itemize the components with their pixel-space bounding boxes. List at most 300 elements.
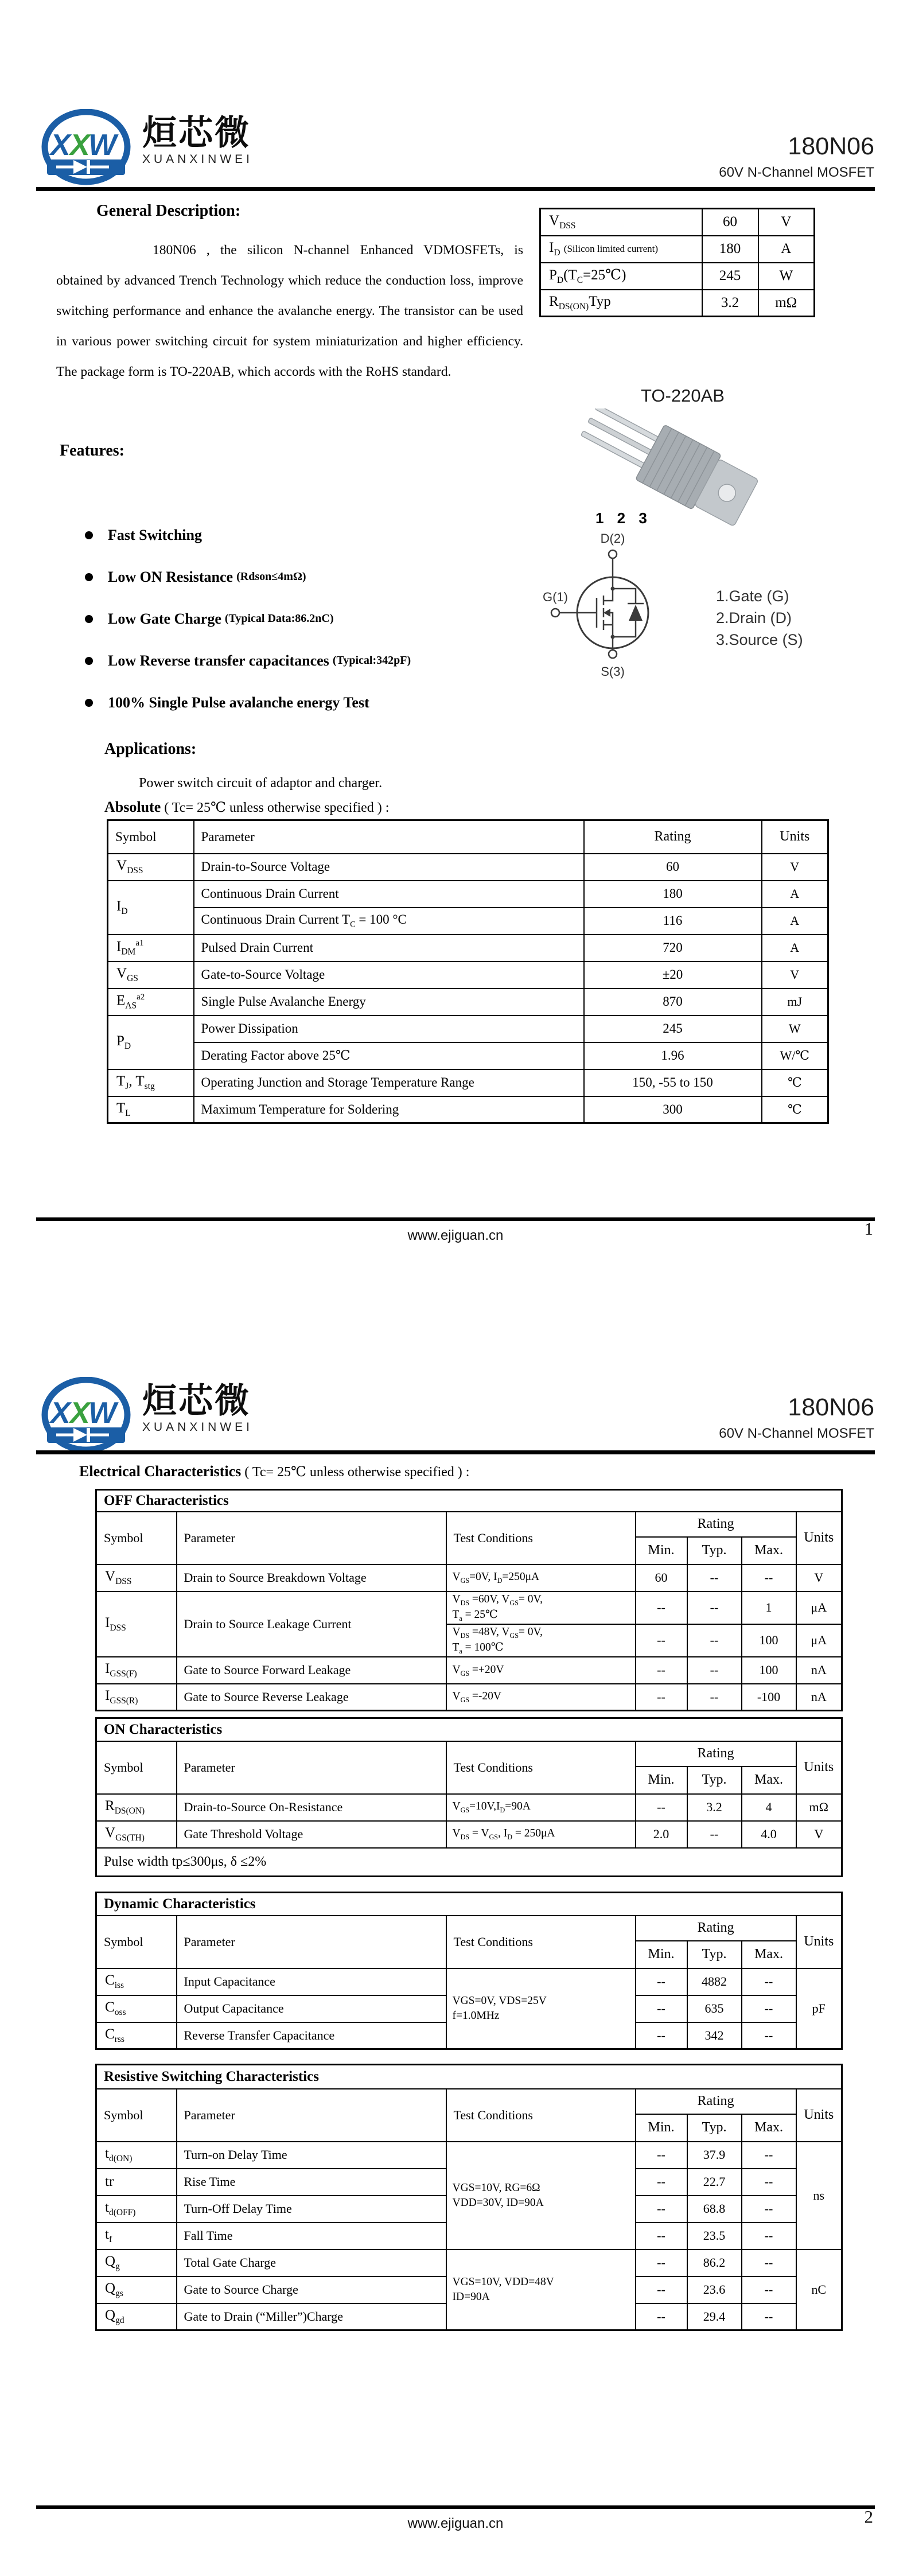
feature-note: (Typical:342pF): [332, 654, 411, 667]
feature-text: Low ON Resistance: [108, 568, 233, 585]
typ-cell: --: [687, 1821, 742, 1848]
table-row: [108, 1042, 828, 1069]
bullet-icon: [85, 531, 93, 539]
cond-line: VGS=10V, RG=6Ω: [452, 2182, 540, 2194]
cond-line: VDD=30V, ID=90A: [452, 2196, 544, 2209]
table-row: [540, 290, 815, 317]
header-parameter: Parameter: [177, 2089, 446, 2142]
typ-cell: 29.4: [687, 2303, 742, 2330]
cond-line: $T_a$ = 100℃: [452, 1641, 504, 1656]
typ-cell: --: [687, 1565, 742, 1591]
param-cell: Maximum Temperature for Soldering: [194, 1096, 584, 1123]
max-cell: 1: [742, 1591, 796, 1624]
header-typ: Typ.: [687, 1537, 742, 1565]
cond-line: f=1.0MHz: [452, 2009, 500, 2022]
rating-cell: 116: [584, 908, 762, 935]
table-section-title-row: [96, 2065, 842, 2089]
unit-cell: V: [758, 209, 815, 236]
typ-cell: 342: [687, 2022, 742, 2049]
table-row: [108, 854, 828, 881]
table-row: [540, 263, 815, 290]
logo-monogram: [49, 129, 119, 162]
unit-cell: W/℃: [762, 1042, 828, 1069]
table-section-title-row: [96, 1490, 842, 1512]
list-item: [85, 598, 411, 640]
min-cell: --: [636, 1684, 687, 1711]
cond-cell: $V_{GS}=10V,I_D=90A$: [446, 1794, 636, 1821]
header-rule: [36, 187, 875, 191]
drain-label: D(2): [600, 532, 625, 546]
sym-cell: $T_J$, $T_{stg}$: [108, 1069, 194, 1096]
applications-title: Applications:: [104, 740, 197, 758]
header-rating: Rating: [636, 2089, 796, 2114]
table-row: [96, 1794, 842, 1821]
param-cell: Drain to Source Breakdown Voltage: [177, 1565, 446, 1591]
max-cell: --: [742, 2169, 796, 2196]
max-cell: 100: [742, 1657, 796, 1684]
min-cell: 2.0: [636, 1821, 687, 1848]
brand-logo-mark: [40, 1377, 135, 1455]
max-cell: --: [742, 1565, 796, 1591]
general-description-title: General Description:: [96, 202, 241, 220]
feature-text: 100% Single Pulse avalanche energy Test: [108, 694, 369, 711]
part-number: 180N06: [788, 133, 874, 160]
mosfet-symbol: [538, 532, 687, 687]
min-cell: --: [636, 2022, 687, 2049]
svg-text:W: W: [88, 129, 117, 162]
sym-cell: $t_f$: [96, 2223, 177, 2250]
header-parameter: Parameter: [177, 1512, 446, 1565]
package-pin-numbers: 1 2 3: [595, 509, 652, 527]
header-test-conditions: Test Conditions: [446, 2089, 636, 2142]
sym-cell: $R_{DS(ON)}$: [96, 1794, 177, 1821]
header-units: Units: [762, 820, 828, 854]
header-min: Min.: [636, 1941, 687, 1968]
sym-cell: [540, 263, 702, 290]
cond-cell: $V_{GS} =+20V$: [446, 1657, 636, 1684]
sym-cell: $I_{GSS(R)}$: [96, 1684, 177, 1711]
table-row: [108, 935, 828, 962]
list-item: [85, 682, 411, 723]
param-cell: Output Capacitance: [177, 1995, 446, 2022]
param-cell: Fall Time: [177, 2223, 446, 2250]
rating-cell: ±20: [584, 962, 762, 989]
sym-cell: $C_{iss}$: [96, 1968, 177, 1995]
gate-label: G(1): [543, 590, 568, 604]
unit-cell: A: [762, 908, 828, 935]
electrical-characteristics-title: [79, 1463, 469, 1480]
min-cell: --: [636, 2169, 687, 2196]
absolute-title-bold: Absolute: [104, 799, 161, 815]
cond-cell: $V_{DS} = V_{GS}$, $I_D = 250\mu A$: [446, 1821, 636, 1848]
min-cell: --: [636, 2250, 687, 2277]
feature-text: Low Reverse transfer capacitances: [108, 652, 329, 669]
param-cell: Derating Factor above 25℃: [194, 1042, 584, 1069]
unit-cell: ℃: [762, 1096, 828, 1123]
table-header-row: [96, 1512, 842, 1537]
brand-name-en: XUANXINWEI: [142, 1421, 254, 1434]
sym-text: $V_{DSS}$: [549, 213, 576, 231]
ec-title-bold: Electrical Characteristics: [79, 1463, 242, 1480]
typ-cell: --: [687, 1684, 742, 1711]
general-description-body: 180N06 , the silicon N-channel Enhanced VDMOSFETs, is obtained by advanced Trench Technology which reduce the conduction loss, improve switching performance and enhance the avalanche energy. The transistor can be used in various power switching circuit for system miniaturization and higher efficiency. The package form is TO-220AB, which accords with the RoHS standard.: [56, 243, 523, 379]
section-title: Dynamic Characteristics: [96, 1893, 842, 1916]
typ-cell: 23.6: [687, 2277, 742, 2303]
sym-cell: $C_{oss}$: [96, 1995, 177, 2022]
header-units: Units: [796, 1741, 842, 1794]
param-cell: Pulsed Drain Current: [194, 935, 584, 962]
sym-cell: $V_{DSS}$: [108, 854, 194, 881]
feature-text: Low Gate Charge: [108, 610, 221, 627]
typ-cell: 4882: [687, 1968, 742, 1995]
value-cell: 245: [702, 263, 758, 290]
header-test-conditions: Test Conditions: [446, 1741, 636, 1794]
list-item: [85, 556, 411, 598]
sym-cell: [540, 209, 702, 236]
unit-cell: mJ: [762, 989, 828, 1015]
typ-cell: 23.5: [687, 2223, 742, 2250]
pin-legend-item: 3.Source (S): [716, 631, 803, 648]
max-cell: --: [742, 2250, 796, 2277]
unit-cell: V: [796, 1821, 842, 1848]
svg-text:X: X: [70, 129, 90, 162]
rating-cell: 870: [584, 989, 762, 1015]
sym-cell: $I_{DSS}$: [96, 1591, 177, 1657]
param-cell: Continuous Drain Current $T_C = 100$ °C: [194, 908, 584, 935]
cond-cell: [446, 1624, 636, 1657]
typ-cell: --: [687, 1657, 742, 1684]
min-cell: --: [636, 1968, 687, 1995]
sym-cell: [540, 236, 702, 263]
table-row: [96, 1657, 842, 1684]
header-rating: Rating: [636, 1916, 796, 1941]
logo-monogram: [49, 1396, 119, 1430]
table-section-title-row: [96, 1718, 842, 1741]
off-characteristics-table: [95, 1489, 843, 1711]
unit-cell: V: [796, 1565, 842, 1591]
sym-note: (Silicon limited current): [563, 243, 659, 254]
sym-cell: $E_{AS}^{a2}$: [108, 989, 194, 1015]
cond-line: VGS=10V, VDD=48V: [452, 2276, 554, 2289]
header-units: Units: [796, 1916, 842, 1968]
svg-text:X: X: [70, 1396, 90, 1430]
table-note: Pulse width tp≤300μs, δ ≤2%: [96, 1848, 842, 1877]
param-cell: Turn-on Delay Time: [177, 2142, 446, 2169]
table-row: [108, 908, 828, 935]
svg-text:X: X: [50, 1396, 71, 1430]
doc-header: [719, 133, 874, 181]
rating-cell: 720: [584, 935, 762, 962]
max-cell: --: [742, 2303, 796, 2330]
header-parameter: Parameter: [194, 820, 584, 854]
header-typ: Typ.: [687, 1766, 742, 1794]
typ-cell: 635: [687, 1995, 742, 2022]
max-cell: 4.0: [742, 1821, 796, 1848]
package-image: [574, 408, 763, 535]
param-cell: Gate Threshold Voltage: [177, 1821, 446, 1848]
unit-cell: W: [762, 1015, 828, 1042]
unit-cell: W: [758, 263, 815, 290]
value-cell: 60: [702, 209, 758, 236]
header-typ: Typ.: [687, 2114, 742, 2142]
sym-cell: $Q_g$: [96, 2250, 177, 2277]
table-note-row: [96, 1848, 842, 1877]
sym-cell: $V_{GS(TH)}$: [96, 1821, 177, 1848]
header-max: Max.: [742, 1537, 796, 1565]
table-row: [540, 236, 815, 263]
min-cell: --: [636, 2196, 687, 2223]
table-row: [96, 1821, 842, 1848]
sym-cell: $I_D$: [108, 881, 194, 935]
resistive-switching-table: [95, 2064, 843, 2331]
sym-cell: $Q_{gd}$: [96, 2303, 177, 2330]
sym-cell: $t_{d(ON)}$: [96, 2142, 177, 2169]
typ-cell: 3.2: [687, 1794, 742, 1821]
footer-rule: [36, 1217, 875, 1221]
header-symbol: Symbol: [96, 2089, 177, 2142]
typ-cell: --: [687, 1624, 742, 1657]
bullet-icon: [85, 615, 93, 623]
unit-cell: A: [758, 236, 815, 263]
unit-cell: pF: [796, 1968, 842, 2049]
header-units: Units: [796, 2089, 842, 2142]
rating-cell: 180: [584, 881, 762, 908]
svg-text:X: X: [50, 129, 71, 162]
param-cell: Input Capacitance: [177, 1968, 446, 1995]
unit-cell: nA: [796, 1684, 842, 1711]
table-row: [108, 1015, 828, 1042]
param-cell: Gate-to-Source Voltage: [194, 962, 584, 989]
section-title: ON Characteristics: [96, 1718, 842, 1741]
table-header-row: [96, 1741, 842, 1766]
unit-cell: A: [762, 881, 828, 908]
table-row: [540, 209, 815, 236]
unit-cell: V: [762, 962, 828, 989]
header-min: Min.: [636, 1537, 687, 1565]
header-symbol: Symbol: [96, 1916, 177, 1968]
unit-cell: ns: [796, 2142, 842, 2250]
param-cell: Drain-to-Source On-Resistance: [177, 1794, 446, 1821]
max-cell: --: [742, 2142, 796, 2169]
sym-cell: $P_D$: [108, 1015, 194, 1069]
table-row: [108, 881, 828, 908]
unit-cell: nA: [796, 1657, 842, 1684]
param-cell: Gate to Source Reverse Leakage: [177, 1684, 446, 1711]
feature-text: Fast Switching: [108, 526, 202, 543]
list-item: [85, 640, 411, 682]
pin-legend-item: 2.Drain (D): [716, 609, 792, 627]
unit-cell: mΩ: [796, 1794, 842, 1821]
absolute-title-rest: ( Tc= 25℃ unless otherwise specified ) :: [161, 800, 390, 815]
param-cell: Gate to Drain (“Miller”)Charge: [177, 2303, 446, 2330]
value-cell: 180: [702, 236, 758, 263]
rating-cell: 1.96: [584, 1042, 762, 1069]
min-cell: --: [636, 1657, 687, 1684]
header-test-conditions: Test Conditions: [446, 1916, 636, 1968]
typ-cell: 86.2: [687, 2250, 742, 2277]
header-min: Min.: [636, 2114, 687, 2142]
unit-cell: μA: [796, 1624, 842, 1657]
param-cell: Rise Time: [177, 2169, 446, 2196]
header-parameter: Parameter: [177, 1916, 446, 1968]
max-cell: --: [742, 2022, 796, 2049]
header-typ: Typ.: [687, 1941, 742, 1968]
applications-body: Power switch circuit of adaptor and charger.: [139, 776, 383, 791]
unit-cell: nC: [796, 2250, 842, 2330]
unit-cell: ℃: [762, 1069, 828, 1096]
cond-cell: $V_{GS}=0V$, $I_D=250\mu A$: [446, 1565, 636, 1591]
table-row: [96, 2250, 842, 2277]
param-cell: Turn-Off Delay Time: [177, 2196, 446, 2223]
sym-cell: tr: [96, 2169, 177, 2196]
param-cell: Gate to Source Charge: [177, 2277, 446, 2303]
svg-text:W: W: [88, 1396, 117, 1430]
param-cell: Reverse Transfer Capacitance: [177, 2022, 446, 2049]
brand-name-cn: 烜芯微: [142, 1382, 251, 1420]
sym-cell: $V_{DSS}$: [96, 1565, 177, 1591]
bullet-icon: [85, 573, 93, 581]
max-cell: 100: [742, 1624, 796, 1657]
feature-note: (Typical Data:86.2nC): [224, 612, 334, 625]
param-cell: Power Dissipation: [194, 1015, 584, 1042]
table-row: [96, 1565, 842, 1591]
dynamic-characteristics-table: [95, 1892, 843, 2050]
header-max: Max.: [742, 1941, 796, 1968]
section-title: Resistive Switching Characteristics: [96, 2065, 842, 2089]
cond-cell: [446, 2142, 636, 2250]
param-cell: Operating Junction and Storage Temperature Range: [194, 1069, 584, 1096]
param-cell: Continuous Drain Current: [194, 881, 584, 908]
features-list: [85, 514, 411, 723]
param-cell: Single Pulse Avalanche Energy: [194, 989, 584, 1015]
min-cell: --: [636, 1995, 687, 2022]
header-rule: [36, 1450, 875, 1454]
cond-line: $V_{DS} =60V$, $V_{GS}= 0V$,: [452, 1593, 543, 1607]
unit-cell: μA: [796, 1591, 842, 1624]
sym-text: $R_{DS(ON)}Typ$: [549, 293, 611, 312]
typ-cell: --: [687, 1591, 742, 1624]
bullet-icon: [85, 699, 93, 707]
table-header-row: [96, 2089, 842, 2114]
max-cell: --: [742, 1968, 796, 1995]
header-units: Units: [796, 1512, 842, 1565]
brand-logo-mark: [40, 109, 135, 187]
rating-cell: 245: [584, 1015, 762, 1042]
max-cell: --: [742, 2196, 796, 2223]
min-cell: --: [636, 2223, 687, 2250]
sym-cell: $C_{rss}$: [96, 2022, 177, 2049]
table-row: [96, 2142, 842, 2169]
param-cell: Drain-to-Source Voltage: [194, 854, 584, 881]
max-cell: --: [742, 1995, 796, 2022]
ec-title-rest: ( Tc= 25℃ unless otherwise specified ) :: [241, 1465, 470, 1480]
pin-legend-item: 1.Gate (G): [716, 587, 789, 605]
sym-cell: [540, 290, 702, 317]
sym-cell: $I_{DM}^{a1}$: [108, 935, 194, 962]
header-symbol: Symbol: [96, 1741, 177, 1794]
cond-line: $V_{DS} =48V$, $V_{GS}= 0V$,: [452, 1625, 543, 1640]
min-cell: --: [636, 2142, 687, 2169]
sym-cell: $T_L$: [108, 1096, 194, 1123]
doc-header: [719, 1394, 874, 1442]
cond-cell: [446, 2250, 636, 2330]
typ-cell: 68.8: [687, 2196, 742, 2223]
brand-logo: [40, 1377, 253, 1455]
sym-text: $P_D(T_C=25℃)$: [549, 267, 626, 285]
source-label: S(3): [601, 664, 625, 679]
table-row: [108, 1069, 828, 1096]
sym-cell: $I_{GSS(F)}$: [96, 1657, 177, 1684]
page-number: 2: [864, 2507, 873, 2527]
list-item: [85, 514, 411, 556]
sym-text: $I_D$: [549, 240, 560, 258]
table-section-title-row: [96, 1893, 842, 1916]
footer-rule: [36, 2505, 875, 2509]
cond-line: $T_a$ = 25℃: [452, 1609, 498, 1622]
value-cell: 3.2: [702, 290, 758, 317]
datasheet-page-2: [0, 1288, 911, 2576]
cond-line: ID=90A: [452, 2290, 490, 2303]
rating-cell: 300: [584, 1096, 762, 1123]
cond-cell: [446, 1968, 636, 2049]
param-cell: Gate to Source Forward Leakage: [177, 1657, 446, 1684]
features-title: Features:: [60, 442, 124, 460]
table-row: [108, 1096, 828, 1123]
table-row: [96, 1591, 842, 1624]
param-cell: Total Gate Charge: [177, 2250, 446, 2277]
on-characteristics-table: [95, 1717, 843, 1877]
table-header-row: [96, 1916, 842, 1941]
header-symbol: Symbol: [96, 1512, 177, 1565]
header-rating: Rating: [636, 1741, 796, 1766]
header-min: Min.: [636, 1766, 687, 1794]
part-number: 180N06: [788, 1394, 874, 1421]
unit-cell: A: [762, 935, 828, 962]
table-row: [96, 1968, 842, 1995]
param-cell: Drain to Source Leakage Current: [177, 1591, 446, 1657]
sym-cell: $t_{d(OFF)}$: [96, 2196, 177, 2223]
table-row: [108, 962, 828, 989]
min-cell: --: [636, 1624, 687, 1657]
absolute-title: [104, 799, 389, 816]
cond-cell: [446, 1591, 636, 1624]
cond-cell: $V_{GS} =-20V$: [446, 1684, 636, 1711]
part-subtitle: 60V N-Channel MOSFET: [719, 165, 874, 181]
rating-cell: 150, -55 to 150: [584, 1069, 762, 1096]
min-cell: --: [636, 1591, 687, 1624]
pin-legend: [716, 585, 803, 651]
cond-line: VGS=0V, VDS=25V: [452, 1995, 547, 2007]
bullet-icon: [85, 657, 93, 665]
brand-name-en: XUANXINWEI: [142, 153, 254, 166]
brand-logo: [40, 109, 253, 187]
footer-website: www.ejiguan.cn: [407, 1228, 504, 1243]
header-test-conditions: Test Conditions: [446, 1512, 636, 1565]
min-cell: --: [636, 2277, 687, 2303]
min-cell: --: [636, 1794, 687, 1821]
header-rating: Rating: [584, 820, 762, 854]
section-title: OFF Characteristics: [96, 1490, 842, 1512]
feature-note: (Rdson≤4mΩ): [236, 570, 306, 583]
quick-specs-table: [539, 208, 815, 317]
max-cell: -100: [742, 1684, 796, 1711]
sym-cell: $V_{GS}$: [108, 962, 194, 989]
brand-name-cn: 烜芯微: [142, 114, 251, 152]
sym-cell: $Q_{gs}$: [96, 2277, 177, 2303]
header-symbol: Symbol: [108, 820, 194, 854]
rating-cell: 60: [584, 854, 762, 881]
absolute-ratings-table: [107, 819, 829, 1124]
